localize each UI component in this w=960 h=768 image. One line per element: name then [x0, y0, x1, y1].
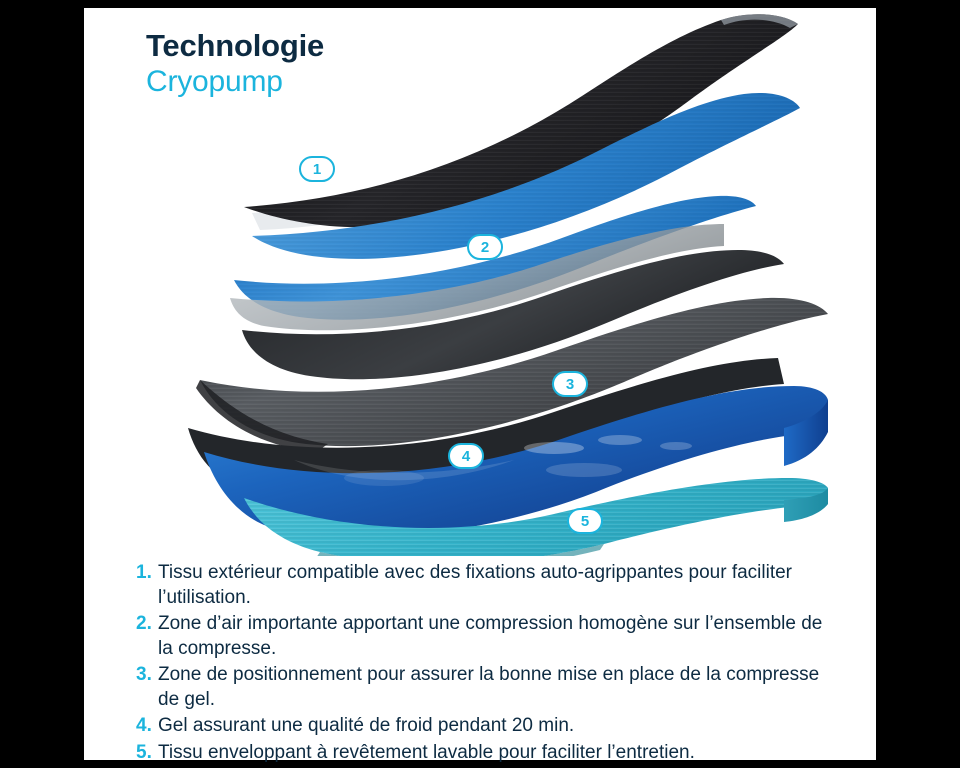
legend-text: Gel assurant une qualité de froid pendant 20 min.: [158, 715, 575, 737]
legend-number: 4.: [136, 715, 152, 737]
page-title: Technologie: [146, 28, 325, 63]
legend-text: Tissu enveloppant à revêtement lavable pour faciliter l’entretien.: [158, 741, 695, 763]
legend-text: Zone d’air importante apportant une compression homogène sur l’ensemble de la compresse.: [158, 613, 823, 660]
legend-item: [136, 713, 836, 738]
legend-item: [136, 740, 836, 765]
legend-number: 3.: [136, 664, 152, 686]
info-card: [84, 8, 876, 763]
callout-5[interactable]: 5: [567, 508, 603, 534]
legend-item: [136, 560, 836, 610]
legend-item: [136, 662, 836, 712]
callout-4[interactable]: 4: [448, 443, 484, 469]
legend-number: 1.: [136, 562, 152, 583]
legend-text: Zone de positionnement pour assurer la bonne mise en place de la compresse de gel.: [158, 664, 820, 711]
legend-text: Tissu extérieur compatible avec des fixations auto-agrippantes pour faciliter l’utilisation.: [158, 562, 793, 609]
page-subtitle: Cryopump: [146, 65, 283, 98]
legend-list: [136, 560, 836, 766]
callout-3[interactable]: 3: [552, 371, 588, 397]
legend-number: 2.: [136, 613, 152, 635]
legend-number: 5.: [136, 741, 152, 763]
exploded-view-illustration: [84, 8, 876, 556]
callout-1[interactable]: 1: [299, 156, 335, 182]
callout-2[interactable]: 2: [467, 234, 503, 260]
legend-item: [136, 611, 836, 661]
